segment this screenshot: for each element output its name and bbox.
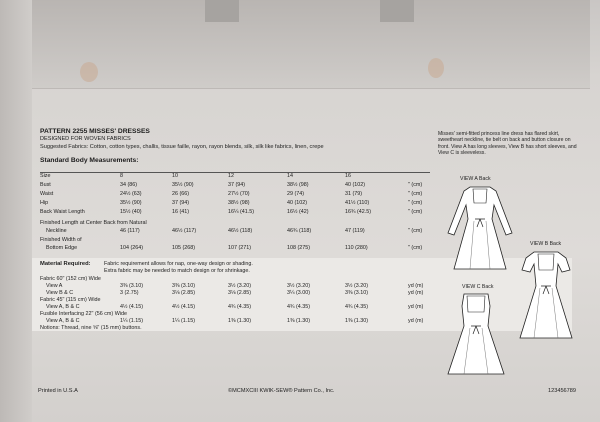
- divider: [40, 172, 430, 173]
- table-cell: 29 (74): [287, 191, 305, 197]
- table-cell: 46 (117): [120, 228, 140, 234]
- finished-width-label: Finished Width of: [40, 237, 82, 243]
- unit-label: " (cm): [408, 191, 423, 197]
- table-cell: 46½ (117): [172, 228, 197, 234]
- table-cell: 105 (268): [172, 245, 196, 251]
- table-cell: 1¼ (1.15): [120, 318, 144, 324]
- view-a-label: VIEW A Back: [460, 176, 491, 182]
- row-label: Notions: Thread, nine ⅝" (15 mm) buttons.: [40, 325, 142, 331]
- table-cell: 24½ (63): [120, 191, 142, 197]
- table-cell: 37 (94): [172, 200, 190, 206]
- table-cell: 3⅜ (3.10): [172, 283, 196, 289]
- table-cell: 15½ (40): [120, 209, 142, 215]
- table-cell: 16 (41): [172, 209, 190, 215]
- unit-label: yd (m): [408, 290, 424, 296]
- stain-mark: [80, 62, 98, 82]
- table-cell: 41½ (110): [345, 200, 370, 206]
- material-heading: Material Required:: [40, 261, 91, 267]
- unit-label: yd (m): [408, 318, 424, 324]
- view-c-label: VIEW C Back: [462, 284, 494, 290]
- unit-label: yd (m): [408, 304, 424, 310]
- table-cell: 38½ (98): [228, 200, 250, 206]
- row-label: View A: [46, 283, 63, 289]
- table-cell: 107 (271): [228, 245, 252, 251]
- table-cell: 46¾ (118): [287, 228, 312, 234]
- table-cell: 104 (264): [120, 245, 144, 251]
- table-cell: 26 (66): [172, 191, 190, 197]
- row-label: View A, B & C: [46, 304, 80, 310]
- row-label: Fabric 45" (115 cm) Wide: [40, 297, 101, 303]
- table-cell: 3½ (3.20): [228, 283, 252, 289]
- row-label: Bottom Edge: [46, 245, 78, 251]
- table-cell: 4½ (4.15): [172, 304, 196, 310]
- unit-label: " (cm): [408, 228, 423, 234]
- envelope-left-edge: [0, 0, 32, 422]
- table-cell: 4¾ (4.35): [287, 304, 311, 310]
- view-a-dress-sketch: [440, 183, 520, 273]
- view-c-dress-sketch: [440, 290, 512, 378]
- table-cell: 16¼ (41.5): [228, 209, 255, 215]
- table-cell: 35½ (90): [120, 200, 142, 206]
- finished-length-label: Finished Length at Center Back from Natural: [40, 220, 147, 226]
- table-cell: 1⅜ (1.30): [228, 318, 252, 324]
- row-label: Waist: [40, 191, 54, 197]
- table-cell: 16: [345, 173, 351, 179]
- row-label: Fusible Interfacing 22" (56 cm) Wide: [40, 311, 128, 317]
- printed-in: Printed in U.S.A: [38, 388, 78, 394]
- table-cell: 4½ (4.15): [120, 304, 144, 310]
- material-note-2: Extra fabric may be needed to match design or for shrinkage.: [104, 268, 250, 274]
- unit-label: " (cm): [408, 182, 423, 188]
- table-cell: 4¾ (4.35): [345, 304, 369, 310]
- row-label: Size: [40, 173, 51, 179]
- table-cell: 3⅛ (2.85): [228, 290, 252, 296]
- flap-tab-right: [380, 0, 414, 22]
- unit-label: " (cm): [408, 200, 423, 206]
- table-cell: 14: [287, 173, 293, 179]
- catalog-code: 123456789: [548, 388, 576, 394]
- flap-tab-left: [205, 0, 239, 22]
- pattern-subtitle: DESIGNED FOR WOVEN FABRICS: [40, 136, 131, 142]
- row-label: Back Waist Length: [40, 209, 85, 215]
- table-cell: 27½ (70): [228, 191, 250, 197]
- row-label: View B & C: [46, 290, 74, 296]
- table-cell: 1⅜ (1.30): [345, 318, 369, 324]
- row-label: Hip: [40, 200, 49, 206]
- table-cell: 108 (275): [287, 245, 311, 251]
- envelope-flap: [30, 0, 590, 89]
- pattern-description: Misses' semi-fitted princess line dress has flared skirt, sweetheart neckline, tie belt on back and button closure on front. View A has long sleeves, View B has short sleeves, and View C is sleeveless.: [438, 131, 577, 157]
- table-cell: 47 (119): [345, 228, 365, 234]
- table-cell: 1¼ (1.15): [172, 318, 196, 324]
- table-cell: 4¾ (4.35): [228, 304, 252, 310]
- table-cell: 3⅛ (2.85): [172, 290, 196, 296]
- view-b-dress-sketch: [512, 248, 580, 343]
- table-cell: 3⅜ (3.10): [345, 290, 369, 296]
- table-cell: 3⅜ (3.10): [120, 283, 144, 289]
- unit-label: " (cm): [408, 245, 423, 251]
- row-label: View A, B & C: [46, 318, 80, 324]
- table-cell: 3 (2.75): [120, 290, 139, 296]
- unit-label: yd (m): [408, 283, 424, 289]
- table-cell: 3½ (3.20): [345, 283, 369, 289]
- material-note-1: Fabric requirement allows for nap, one-way design or shading.: [104, 261, 253, 267]
- table-cell: 110 (280): [345, 245, 368, 251]
- table-cell: 37 (94): [228, 182, 246, 188]
- view-b-label: VIEW B Back: [530, 241, 562, 247]
- table-cell: 8: [120, 173, 123, 179]
- table-cell: 16¾ (42.5): [345, 209, 372, 215]
- row-label: Bust: [40, 182, 51, 188]
- table-cell: 40 (102): [345, 182, 366, 188]
- table-cell: 3¼ (3.00): [287, 290, 311, 296]
- table-cell: 10: [172, 173, 178, 179]
- table-cell: 16½ (42): [287, 209, 309, 215]
- table-cell: 31 (79): [345, 191, 363, 197]
- row-label: Fabric 60" (152 cm) Wide: [40, 276, 101, 282]
- measurements-heading: Standard Body Measurements:: [40, 157, 139, 164]
- pattern-title: PATTERN 2255 MISSES' DRESSES: [40, 128, 150, 135]
- table-cell: 12: [228, 173, 234, 179]
- table-cell: 3½ (3.20): [287, 283, 311, 289]
- table-cell: 40 (102): [287, 200, 308, 206]
- table-cell: 35½ (90): [172, 182, 194, 188]
- row-label: Neckline: [46, 228, 67, 234]
- unit-label: " (cm): [408, 209, 423, 215]
- copyright: ©MCMXCIII KWIK-SEW® Pattern Co., Inc.: [228, 388, 335, 394]
- suggested-fabrics: Suggested Fabrics: Cotton, cotton types, challis, tissue faille, rayon, rayon blends, silk, silk like fabrics, linen, crepe: [40, 144, 324, 150]
- table-cell: 34 (86): [120, 182, 138, 188]
- table-cell: 46½ (118): [228, 228, 253, 234]
- table-cell: 1⅜ (1.30): [287, 318, 311, 324]
- stain-mark: [428, 58, 444, 78]
- table-cell: 38½ (98): [287, 182, 309, 188]
